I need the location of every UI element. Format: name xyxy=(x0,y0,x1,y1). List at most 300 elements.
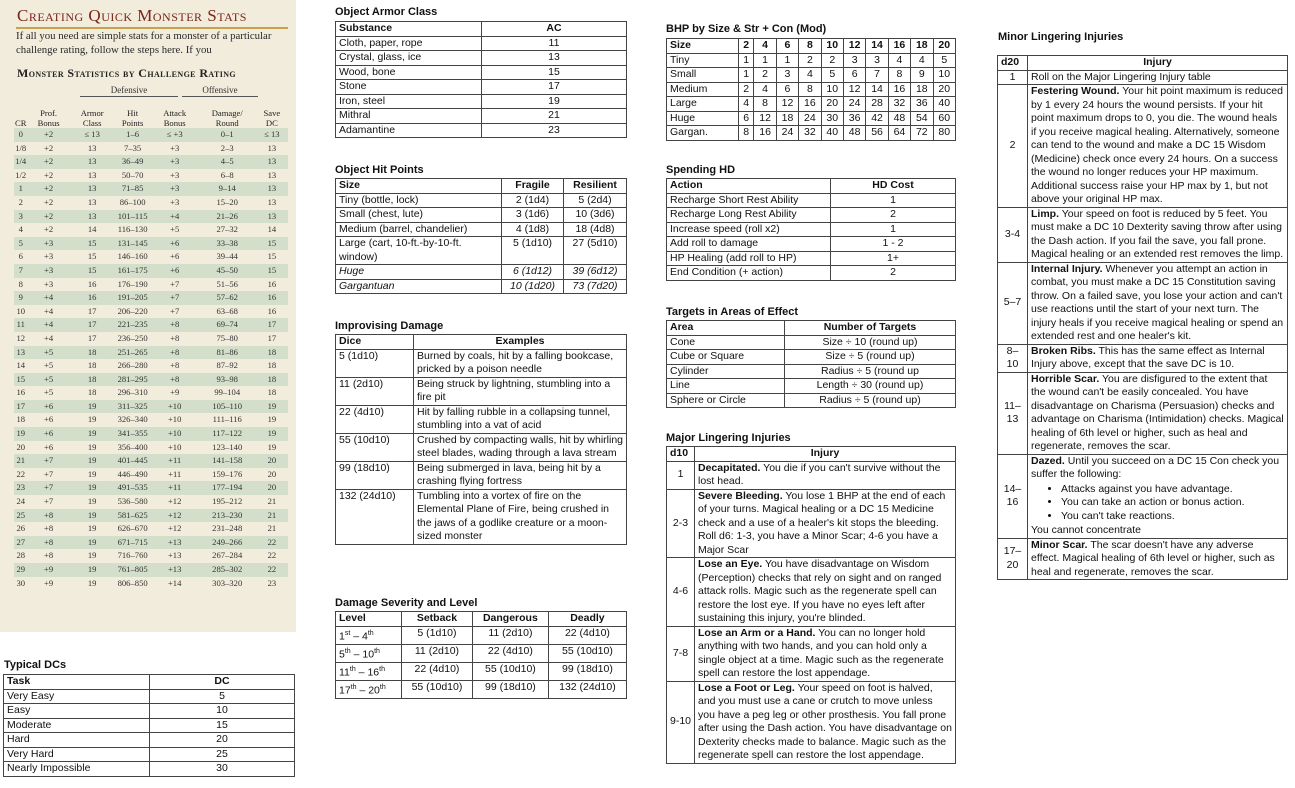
targets-table xyxy=(666,320,956,408)
book-cell: 16 xyxy=(70,291,115,305)
bhp-cell: 42 xyxy=(866,111,888,126)
injury-description xyxy=(695,558,956,627)
injury-row xyxy=(998,70,1288,85)
major-col-header: Injury xyxy=(695,447,956,462)
hit-points-col-header: Fragile xyxy=(502,179,564,194)
book-cell: 71–85 xyxy=(115,182,151,196)
typical-dcs-table xyxy=(3,674,295,777)
spending-hd-cell: 2 xyxy=(831,208,956,223)
bhp-cell: 28 xyxy=(866,97,888,112)
book-cell: 13 xyxy=(267,142,277,153)
header-row xyxy=(667,321,956,336)
header-row xyxy=(667,447,956,462)
book-cell: +2 xyxy=(44,169,54,180)
book-cell: +9 xyxy=(44,577,54,588)
book-cell: +6 xyxy=(170,251,180,262)
targets-cell: Size ÷ 10 (round up) xyxy=(785,335,956,350)
title-rule xyxy=(16,27,288,29)
book-cell: +8 xyxy=(27,536,69,550)
injury-text: You lose 1 BHP at the end of each of your turns. Magical healing or a DC 15 Medicine check and a use of a healer's kit stops the bleeding. Roll d6: 1-3, you have a Minor Scar; 4-6 you have a Major Scar xyxy=(698,489,946,556)
spending-hd-cell: 1+ xyxy=(831,251,956,266)
injury-row xyxy=(998,538,1288,580)
table-row xyxy=(14,481,288,495)
injury-row xyxy=(998,207,1288,262)
table-row xyxy=(14,413,288,427)
book-cell: 13 xyxy=(70,155,115,169)
table-row xyxy=(336,279,627,294)
book-cell: 19 xyxy=(70,427,115,441)
book-cell: 87–92 xyxy=(216,360,238,371)
typical-dcs-cell: 5 xyxy=(150,689,295,704)
bhp-col-header: 10 xyxy=(821,39,843,54)
severity-deadly-cell: 132 (24d10) xyxy=(548,680,626,698)
severity-deadly-cell: 22 (4d10) xyxy=(548,626,626,644)
bhp-cell: 20 xyxy=(821,97,843,112)
book-cell: 1 xyxy=(14,182,27,196)
injury-text: Whenever you attempt an action in combat, you must make a DC 15 Constitution saving throw. On a failed save, you lose your action and can't use reactions until the start of your next turn. The injury heals if you receive magical healing or spend an extended rest and one healer's kit. xyxy=(1031,262,1284,342)
table-row xyxy=(336,405,627,433)
hit-points-cell: 10 (3d6) xyxy=(564,208,627,223)
typical-dcs-cell: Moderate xyxy=(4,718,150,733)
injury-row xyxy=(667,461,956,489)
book-cell: 21–26 xyxy=(199,210,256,224)
injury-name: Limp. xyxy=(1031,207,1059,220)
bhp-cell: Gargan. xyxy=(667,126,739,141)
monster-stats-table xyxy=(14,100,288,590)
book-cell: 4–5 xyxy=(199,155,256,169)
level-start: 1 xyxy=(339,630,345,642)
book-cell: 13 xyxy=(267,169,277,180)
book-cell: 18 xyxy=(87,387,97,398)
armor-class-cell: 17 xyxy=(482,80,627,95)
monster-stats-book-scan xyxy=(0,0,296,632)
book-cell: 69–74 xyxy=(199,318,256,332)
book-cell: 19 xyxy=(87,550,97,561)
level-start-suffix: st xyxy=(344,629,351,637)
book-cell: 22 xyxy=(256,563,288,577)
book-cell: 105–110 xyxy=(199,400,256,414)
table-row xyxy=(14,128,288,142)
book-cell: 117–122 xyxy=(199,427,256,441)
book-cell: 18 xyxy=(267,360,277,371)
spending-hd-cell: 1 xyxy=(831,222,956,237)
bhp-cell: 3 xyxy=(866,53,888,68)
injury-description xyxy=(695,489,956,558)
minor-col-header: Injury xyxy=(1028,56,1288,71)
bhp-cell: 1 xyxy=(739,53,754,68)
bhp-cell: 9 xyxy=(911,68,933,83)
book-col-header: Attack Bonus xyxy=(163,108,187,128)
book-cell: 19 xyxy=(70,536,115,550)
book-cell: 99–104 xyxy=(214,387,241,398)
book-cell: 13 xyxy=(256,155,288,169)
improvising-table xyxy=(335,334,627,545)
level-start-suffix: th xyxy=(344,647,351,655)
injury-roll: 8–10 xyxy=(998,344,1028,372)
book-cell: 81–86 xyxy=(199,346,256,360)
book-cell: +3 xyxy=(170,169,180,180)
book-cell: 13 xyxy=(87,196,97,207)
injury-description xyxy=(1028,85,1288,208)
bhp-col-header: 8 xyxy=(799,39,821,54)
injury-bullets xyxy=(1061,483,1284,524)
book-cell: +2 xyxy=(27,128,69,142)
table-row xyxy=(14,563,288,577)
book-cell: 281–295 xyxy=(115,373,151,387)
severity-deadly-cell: 99 (18d10) xyxy=(548,662,626,680)
table-row xyxy=(14,237,288,251)
improvising-cell: Being struck by lightning, stumbling into a fire pit xyxy=(414,377,627,405)
bhp-cell: 4 xyxy=(888,53,910,68)
injury-roll: 14–16 xyxy=(998,454,1028,538)
bhp-col-header: 12 xyxy=(843,39,865,54)
bhp-cell: 18 xyxy=(911,82,933,97)
spending-hd-cell: Recharge Short Rest Ability xyxy=(667,193,831,208)
bhp-col-header: 4 xyxy=(754,39,776,54)
bhp-cell: 48 xyxy=(843,126,865,141)
level-start: 5 xyxy=(339,648,345,660)
severity-dangerous-cell: 22 (4d10) xyxy=(472,644,548,662)
book-cell: 123–140 xyxy=(212,441,243,452)
book-cell: 16 xyxy=(87,278,97,289)
book-cell: 51–56 xyxy=(216,278,238,289)
book-cell: +6 xyxy=(27,400,69,414)
book-cell: 0 xyxy=(14,128,27,142)
severity-col-header: Dangerous xyxy=(472,612,548,627)
book-cell: +4 xyxy=(27,291,69,305)
injury-name: Lose an Arm or a Hand. xyxy=(698,626,816,639)
book-cell: 18 xyxy=(70,373,115,387)
bhp-cell: 56 xyxy=(866,126,888,141)
book-cell: +9 xyxy=(170,387,180,398)
book-cell: 19 xyxy=(70,454,115,468)
header-row xyxy=(667,179,956,194)
book-cell: +14 xyxy=(167,577,182,588)
minor-col-header: d20 xyxy=(998,56,1028,71)
table-row xyxy=(4,718,295,733)
book-cell: +7 xyxy=(27,454,69,468)
book-cell: +3 xyxy=(27,264,69,278)
book-cell: 21 xyxy=(267,523,277,534)
table-row xyxy=(336,626,627,644)
major-injuries-table xyxy=(666,446,956,764)
hit-points-cell: Medium (barrel, chandelier) xyxy=(336,222,502,237)
book-cell: 16 xyxy=(267,278,277,289)
bhp-col-header: Size xyxy=(667,39,739,54)
bhp-cell: 30 xyxy=(821,111,843,126)
book-cell: +2 xyxy=(44,142,54,153)
armor-class-cell: Stone xyxy=(336,80,482,95)
book-cell: 9–14 xyxy=(199,182,256,196)
book-cell: 19 xyxy=(70,509,115,523)
injury-text: Until you succeed on a DC 15 Con check you suffer the following: xyxy=(1031,454,1280,480)
injury-text: You can no longer hold anything with two hands, and you can hold only a single object at a time. Magic such as the regenerate spell can restore the lost appendage. xyxy=(698,626,944,679)
bhp-cell: 2 xyxy=(821,53,843,68)
book-cell: 19 xyxy=(87,414,97,425)
table-row xyxy=(336,680,627,698)
hit-points-table xyxy=(335,178,627,294)
book-cell: 15 xyxy=(70,264,115,278)
table-row xyxy=(667,266,956,281)
severity-table xyxy=(335,611,627,699)
injury-name: Minor Scar. xyxy=(1031,538,1088,551)
table-row xyxy=(667,97,956,112)
book-cell: 19 xyxy=(87,523,97,534)
hit-points-cell: Gargantuan xyxy=(336,279,502,294)
book-cell: 8 xyxy=(18,278,23,289)
book-cell: 671–715 xyxy=(115,536,151,550)
hit-points-cell: 18 (4d8) xyxy=(564,222,627,237)
severity-level-cell: 5th – 10th xyxy=(336,644,402,662)
hit-points-col-header: Size xyxy=(336,179,502,194)
level-start: 17 xyxy=(339,684,351,696)
book-cell: 23 xyxy=(267,577,277,588)
armor-class-col-header: Substance xyxy=(336,22,482,37)
book-cell: 159–176 xyxy=(212,468,243,479)
book-cell: 13 xyxy=(70,210,115,224)
hit-points-cell: 4 (1d8) xyxy=(502,222,564,237)
injury-bullet: • You can't take reactions. xyxy=(1061,510,1284,524)
injury-roll: 5–7 xyxy=(998,262,1028,344)
header-row xyxy=(4,675,295,690)
book-cell: +11 xyxy=(168,468,182,479)
hit-points-cell: 6 (1d12) xyxy=(502,265,564,280)
hit-points-cell: 10 (1d20) xyxy=(502,279,564,294)
table-row xyxy=(667,193,956,208)
bhp-cell: 1 xyxy=(739,68,754,83)
major-col-header: d10 xyxy=(667,447,695,462)
table-row xyxy=(336,237,627,265)
table-row xyxy=(14,400,288,414)
book-col-header: Armor Class xyxy=(80,108,104,128)
bhp-cell: 3 xyxy=(843,53,865,68)
book-intro: If all you need are simple stats for a monster of a particular challenge rating, follow the steps here. If you xyxy=(16,30,272,56)
book-subtitle: Monster Statistics by Challenge Rating xyxy=(17,66,237,80)
targets-cell: Size ÷ 5 (round up) xyxy=(785,350,956,365)
book-cell: 13 xyxy=(14,346,27,360)
book-cell: 581–625 xyxy=(115,509,151,523)
level-end: 4 xyxy=(361,630,368,642)
bhp-col-header: 20 xyxy=(933,39,955,54)
injury-name: Decapitated. xyxy=(698,461,761,474)
bhp-cell: 4 xyxy=(754,82,776,97)
armor-class-cell: Iron, steel xyxy=(336,94,482,109)
book-col-header: Save DC xyxy=(263,108,281,128)
book-cell: 33–38 xyxy=(199,237,256,251)
armor-class-col-header: AC xyxy=(482,22,627,37)
bhp-cell: Tiny xyxy=(667,53,739,68)
book-cell: +3 xyxy=(170,142,180,153)
book-cell: 12 xyxy=(16,332,26,343)
book-cell: 401–445 xyxy=(115,454,151,468)
table-row xyxy=(14,291,288,305)
book-cell: +6 xyxy=(44,414,54,425)
injury-description xyxy=(1028,70,1288,85)
book-cell: +3 xyxy=(44,251,54,262)
book-cell: 18 xyxy=(256,373,288,387)
book-cell: +8 xyxy=(151,318,199,332)
bhp-cell: 5 xyxy=(933,53,955,68)
injury-text: You are disfigured to the extent that the wound can't be easily concealed. You have disadvantage on Charisma (Persuasion) checks and advantage on Charisma (Intimidation) checks. Magical healing of 6th level or higher, such as heal and regenerate, removes the scar. xyxy=(1031,372,1284,452)
book-cell: +8 xyxy=(151,373,199,387)
bhp-cell: 64 xyxy=(888,126,910,141)
book-cell: 5 xyxy=(14,237,27,251)
header-row xyxy=(336,335,627,350)
table-row xyxy=(4,762,295,777)
typical-dcs-title: Typical DCs xyxy=(4,659,67,671)
hit-points-cell: 2 (1d4) xyxy=(502,193,564,208)
injury-description xyxy=(695,461,956,489)
table-row xyxy=(14,142,288,156)
armor-class-cell: 19 xyxy=(482,94,627,109)
injury-name: Lose an Eye. xyxy=(698,558,763,570)
book-cell: +5 xyxy=(27,373,69,387)
book-cell: 285–302 xyxy=(199,563,256,577)
bhp-cell: Small xyxy=(667,68,739,83)
book-cell: +10 xyxy=(151,427,199,441)
book-cell: 19 xyxy=(256,427,288,441)
book-cell: 15–20 xyxy=(216,196,238,207)
injury-row xyxy=(667,681,956,763)
book-cell: 806–850 xyxy=(117,577,148,588)
injury-name: Severe Bleeding. xyxy=(698,489,783,502)
book-col-header: Hit Points xyxy=(121,108,144,128)
book-cell: +7 xyxy=(44,468,54,479)
book-cell: +10 xyxy=(151,400,199,414)
level-start-suffix: th xyxy=(350,683,357,691)
book-cell: 249–266 xyxy=(199,536,256,550)
book-cell: 191–205 xyxy=(115,291,151,305)
improvising-cell: Tumbling into a vortex of fire on the Elemental Plane of Fire, being crushed in the jaws of a godlike creature or a moon-sized monster xyxy=(414,489,627,544)
book-cell: 16 xyxy=(256,291,288,305)
book-cell: 13 xyxy=(87,169,97,180)
book-cell: 536–580 xyxy=(117,496,148,507)
armor-class-cell: Cloth, paper, rope xyxy=(336,36,482,51)
spending-hd-title: Spending HD xyxy=(666,164,736,176)
improvising-cell: 132 (24d10) xyxy=(336,489,414,544)
level-start-suffix: th xyxy=(349,665,356,673)
book-cell: 36–49 xyxy=(115,155,151,169)
bhp-cell: 16 xyxy=(888,82,910,97)
bhp-cell: 4 xyxy=(739,97,754,112)
book-cell: 6–8 xyxy=(220,169,234,180)
severity-col-header: Level xyxy=(336,612,402,627)
book-cell: +7 xyxy=(170,278,180,289)
injury-description xyxy=(695,681,956,763)
table-row xyxy=(667,126,956,141)
injury-name: Internal Injury. xyxy=(1031,262,1103,275)
bhp-cell: 1 xyxy=(776,53,798,68)
book-cell: 311–325 xyxy=(115,400,151,414)
book-cell: 231–248 xyxy=(212,523,243,534)
targets-cell: Line xyxy=(667,379,785,394)
bhp-table xyxy=(666,38,956,141)
book-cell: 2 xyxy=(18,196,23,207)
table-row xyxy=(336,644,627,662)
book-cell: 1/2 xyxy=(15,169,27,180)
bhp-cell: 10 xyxy=(933,68,955,83)
typical-dcs-cell: 15 xyxy=(150,718,295,733)
book-cell: 13 xyxy=(87,142,97,153)
injury-roll: 11–13 xyxy=(998,372,1028,454)
book-title: Creating Quick Monster Stats xyxy=(17,6,247,25)
injury-description xyxy=(1028,538,1288,580)
injury-description xyxy=(1028,344,1288,372)
injury-row xyxy=(667,489,956,558)
bhp-cell: 7 xyxy=(866,68,888,83)
header-row xyxy=(667,39,956,54)
book-cell: 195–212 xyxy=(212,496,243,507)
book-cell: 13 xyxy=(256,210,288,224)
hit-points-cell: Huge xyxy=(336,265,502,280)
table-row xyxy=(336,36,627,51)
level-end-suffix: th xyxy=(379,665,385,673)
bhp-cell: 24 xyxy=(776,126,798,141)
hit-points-title: Object Hit Points xyxy=(335,164,424,176)
book-cell: 20 xyxy=(267,468,277,479)
book-cell: 17 xyxy=(256,318,288,332)
armor-class-cell: 23 xyxy=(482,123,627,138)
book-cell: +4 xyxy=(27,318,69,332)
injury-description xyxy=(1028,262,1288,344)
book-cell: +7 xyxy=(44,496,54,507)
injury-roll: 3-4 xyxy=(998,207,1028,262)
bhp-title: BHP by Size & Str + Con (Mod) xyxy=(666,23,827,35)
book-cell: +3 xyxy=(44,278,54,289)
bhp-cell: 2 xyxy=(739,82,754,97)
book-cell: 326–340 xyxy=(117,414,148,425)
book-cell: 16 xyxy=(16,387,26,398)
book-cell: 18 xyxy=(87,360,97,371)
spending-hd-cell: 1 - 2 xyxy=(831,237,956,252)
injury-row xyxy=(998,344,1288,372)
book-cell: 10 xyxy=(16,305,26,316)
typical-dcs-cell: Easy xyxy=(4,704,150,719)
book-cell: +4 xyxy=(44,305,54,316)
hit-points-cell: 5 (2d4) xyxy=(564,193,627,208)
improvising-cell: 55 (10d10) xyxy=(336,433,414,461)
severity-dangerous-cell: 55 (10d10) xyxy=(472,662,548,680)
injury-roll: 1 xyxy=(667,461,695,489)
armor-class-cell: Adamantine xyxy=(336,123,482,138)
typical-dcs-cell: Very Hard xyxy=(4,747,150,762)
book-cell: 356–400 xyxy=(117,441,148,452)
severity-level-cell: 1st – 4th xyxy=(336,626,402,644)
book-cell: 15 xyxy=(256,264,288,278)
injury-roll: 1 xyxy=(998,70,1028,85)
book-cell: +5 xyxy=(44,360,54,371)
injury-row xyxy=(998,454,1288,538)
targets-cell: Radius ÷ 5 (round up) xyxy=(785,393,956,408)
injury-name: Lose a Foot or Leg. xyxy=(698,681,795,694)
table-row xyxy=(336,208,627,223)
table-row xyxy=(667,208,956,223)
targets-cell: Cylinder xyxy=(667,364,785,379)
table-row xyxy=(14,210,288,224)
table-row xyxy=(14,441,288,455)
injury-text: Your speed on foot is halved, and you must use a cane or crutch to move unless you have a peg leg or other prosthesis. You fall prone after using the Dash action. You have disadvantage on Dexterity checks made to balance. Magic such as the regenerate spell can restore the lost appendage. xyxy=(698,681,952,761)
spending-hd-cell: Recharge Long Rest Ability xyxy=(667,208,831,223)
improvising-col-header: Examples xyxy=(414,335,627,350)
hit-points-cell: 3 (1d6) xyxy=(502,208,564,223)
table-row xyxy=(14,454,288,468)
book-cell: 27 xyxy=(14,536,27,550)
bhp-cell: 10 xyxy=(821,82,843,97)
table-row xyxy=(336,377,627,405)
severity-setback-cell: 55 (10d10) xyxy=(401,680,472,698)
injury-roll: 2-3 xyxy=(667,489,695,558)
injury-bullet: • You can take an action or bonus action. xyxy=(1061,496,1284,510)
